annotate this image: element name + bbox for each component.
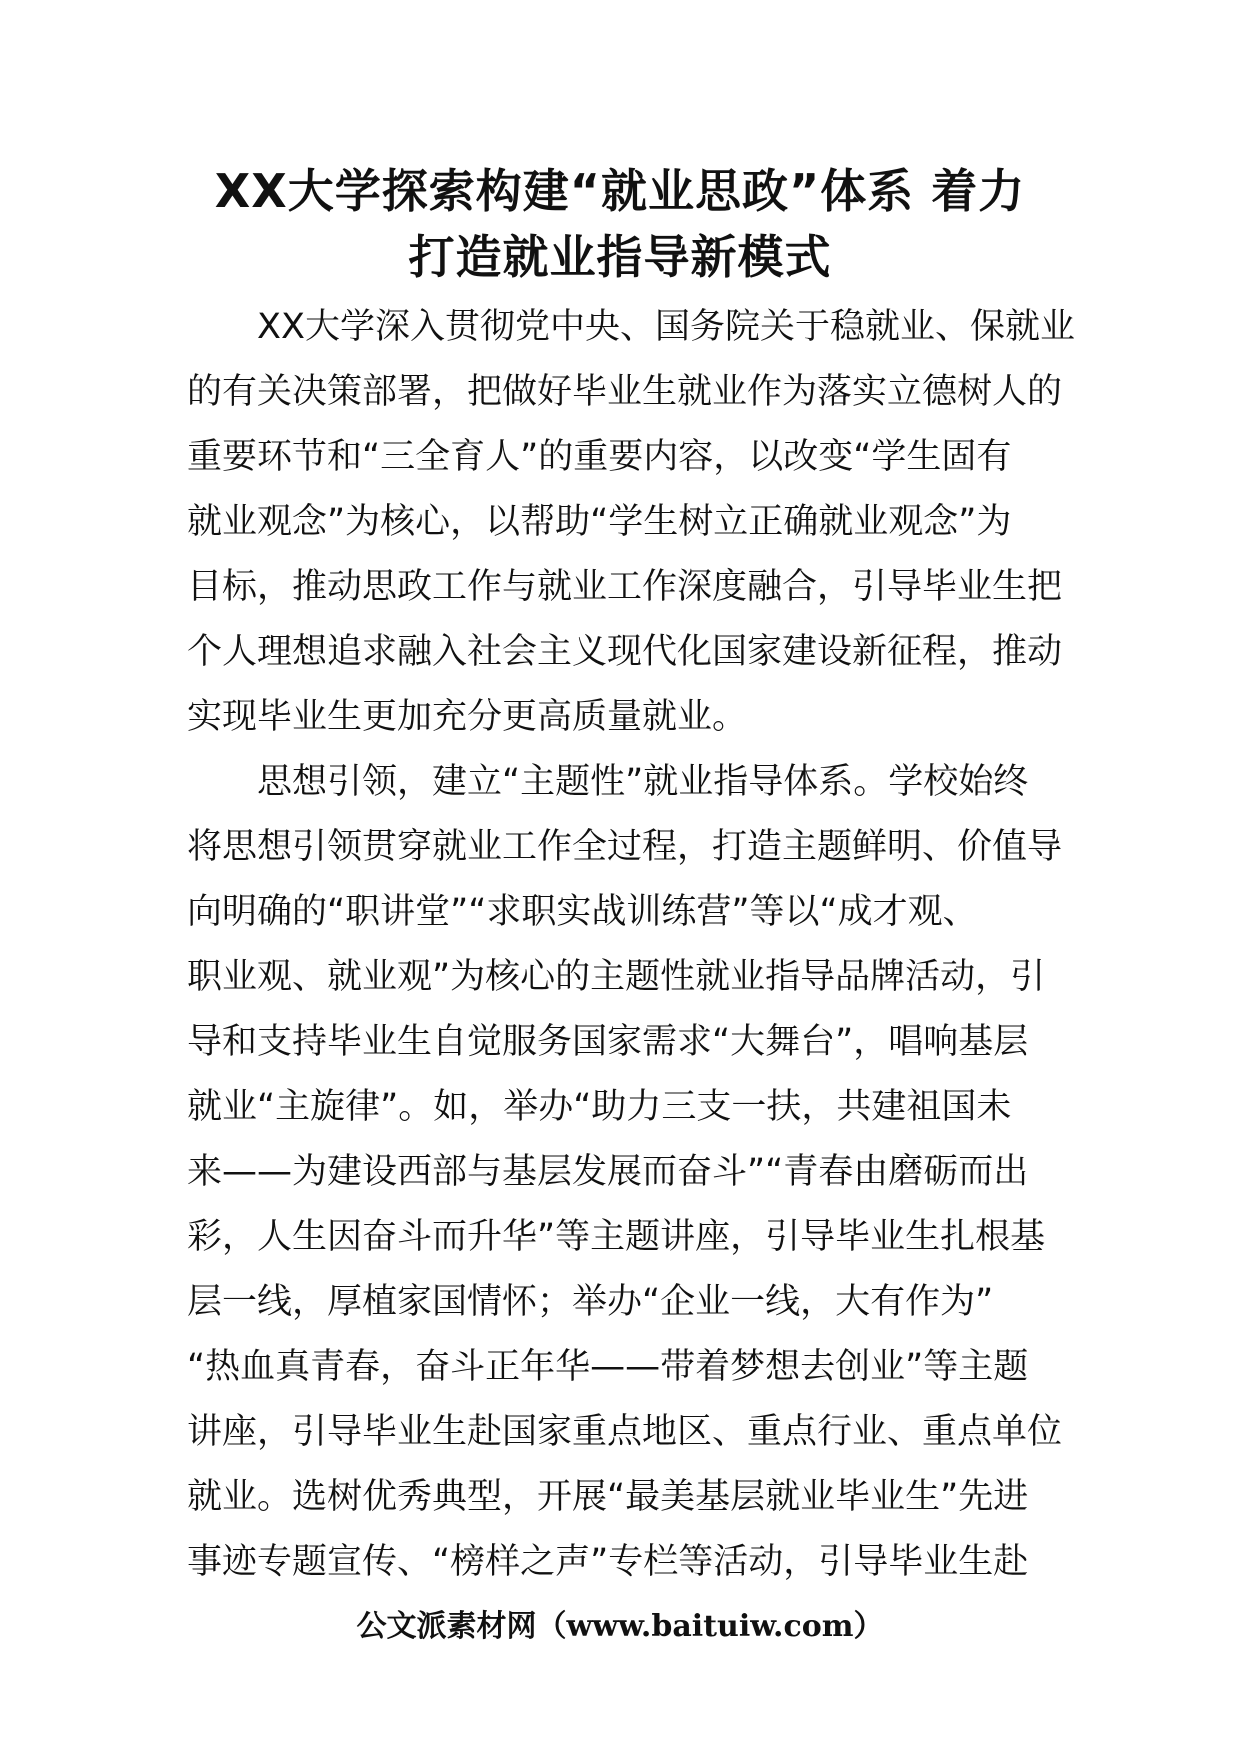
- text-line: “热血真青春，奋斗正年华——带着梦想去创业”等主题: [187, 1347, 1029, 1387]
- text-line: 重要环节和“三全育人”的重要内容，以改变“学生固有: [187, 437, 1012, 477]
- text-line: 来——为建设西部与基层发展而奋斗”“青春由磨砺而出: [187, 1152, 1029, 1192]
- text-line: 层一线，厚植家国情怀；举办“企业一线，大有作为”: [187, 1282, 994, 1322]
- paragraph-thought-guidance: [187, 750, 1063, 1595]
- text-line: 向明确的“职讲堂”“求职实战训练营”等以“成才观、: [187, 892, 978, 932]
- text-line: 讲座，引导毕业生赴国家重点地区、重点行业、重点单位: [187, 1412, 1063, 1452]
- title-line-1: XX大学探索构建“就业思政”体系 着力: [214, 164, 1026, 218]
- text-line: 就业观念”为核心，以帮助“学生树立正确就业观念”为: [187, 502, 1012, 542]
- text-line: XX大学深入贯彻党中央、国务院关于稳就业、保就业: [187, 307, 1075, 347]
- text-line: 的有关决策部署，把做好毕业生就业作为落实立德树人的: [187, 372, 1063, 412]
- text-line: 思想引领，建立“主题性”就业指导体系。学校始终: [187, 762, 1029, 802]
- document-title: [140, 158, 1100, 290]
- title-line-2: 打造就业指导新模式: [408, 230, 832, 284]
- paragraph-intro: [187, 295, 1075, 750]
- text-line: 事迹专题宣传、“榜样之声”专栏等活动，引导毕业生赴: [187, 1542, 1029, 1582]
- text-line: 彩，人生因奋斗而升华”等主题讲座，引导毕业生扎根基: [187, 1217, 1046, 1257]
- text-line: 职业观、就业观”为核心的主题性就业指导品牌活动，引: [187, 957, 1046, 997]
- text-line: 目标，推动思政工作与就业工作深度融合，引导毕业生把: [187, 567, 1063, 607]
- text-line: 导和支持毕业生自觉服务国家需求“大舞台”，唱响基层: [187, 1022, 1029, 1062]
- document-body: [187, 295, 1075, 1595]
- text-line: 将思想引领贯穿就业工作全过程，打造主题鲜明、价值导: [187, 827, 1063, 867]
- text-line: 个人理想追求融入社会主义现代化国家建设新征程，推动: [187, 632, 1063, 672]
- footer-watermark: 公文派素材网（www.baituiw.com）: [356, 1609, 884, 1644]
- text-line: 就业。选树优秀典型，开展“最美基层就业毕业生”先进: [187, 1477, 1029, 1517]
- text-line: 就业“主旋律”。如，举办“助力三支一扶，共建祖国未: [187, 1087, 1012, 1127]
- text-line: 实现毕业生更加充分更高质量就业。: [187, 697, 748, 737]
